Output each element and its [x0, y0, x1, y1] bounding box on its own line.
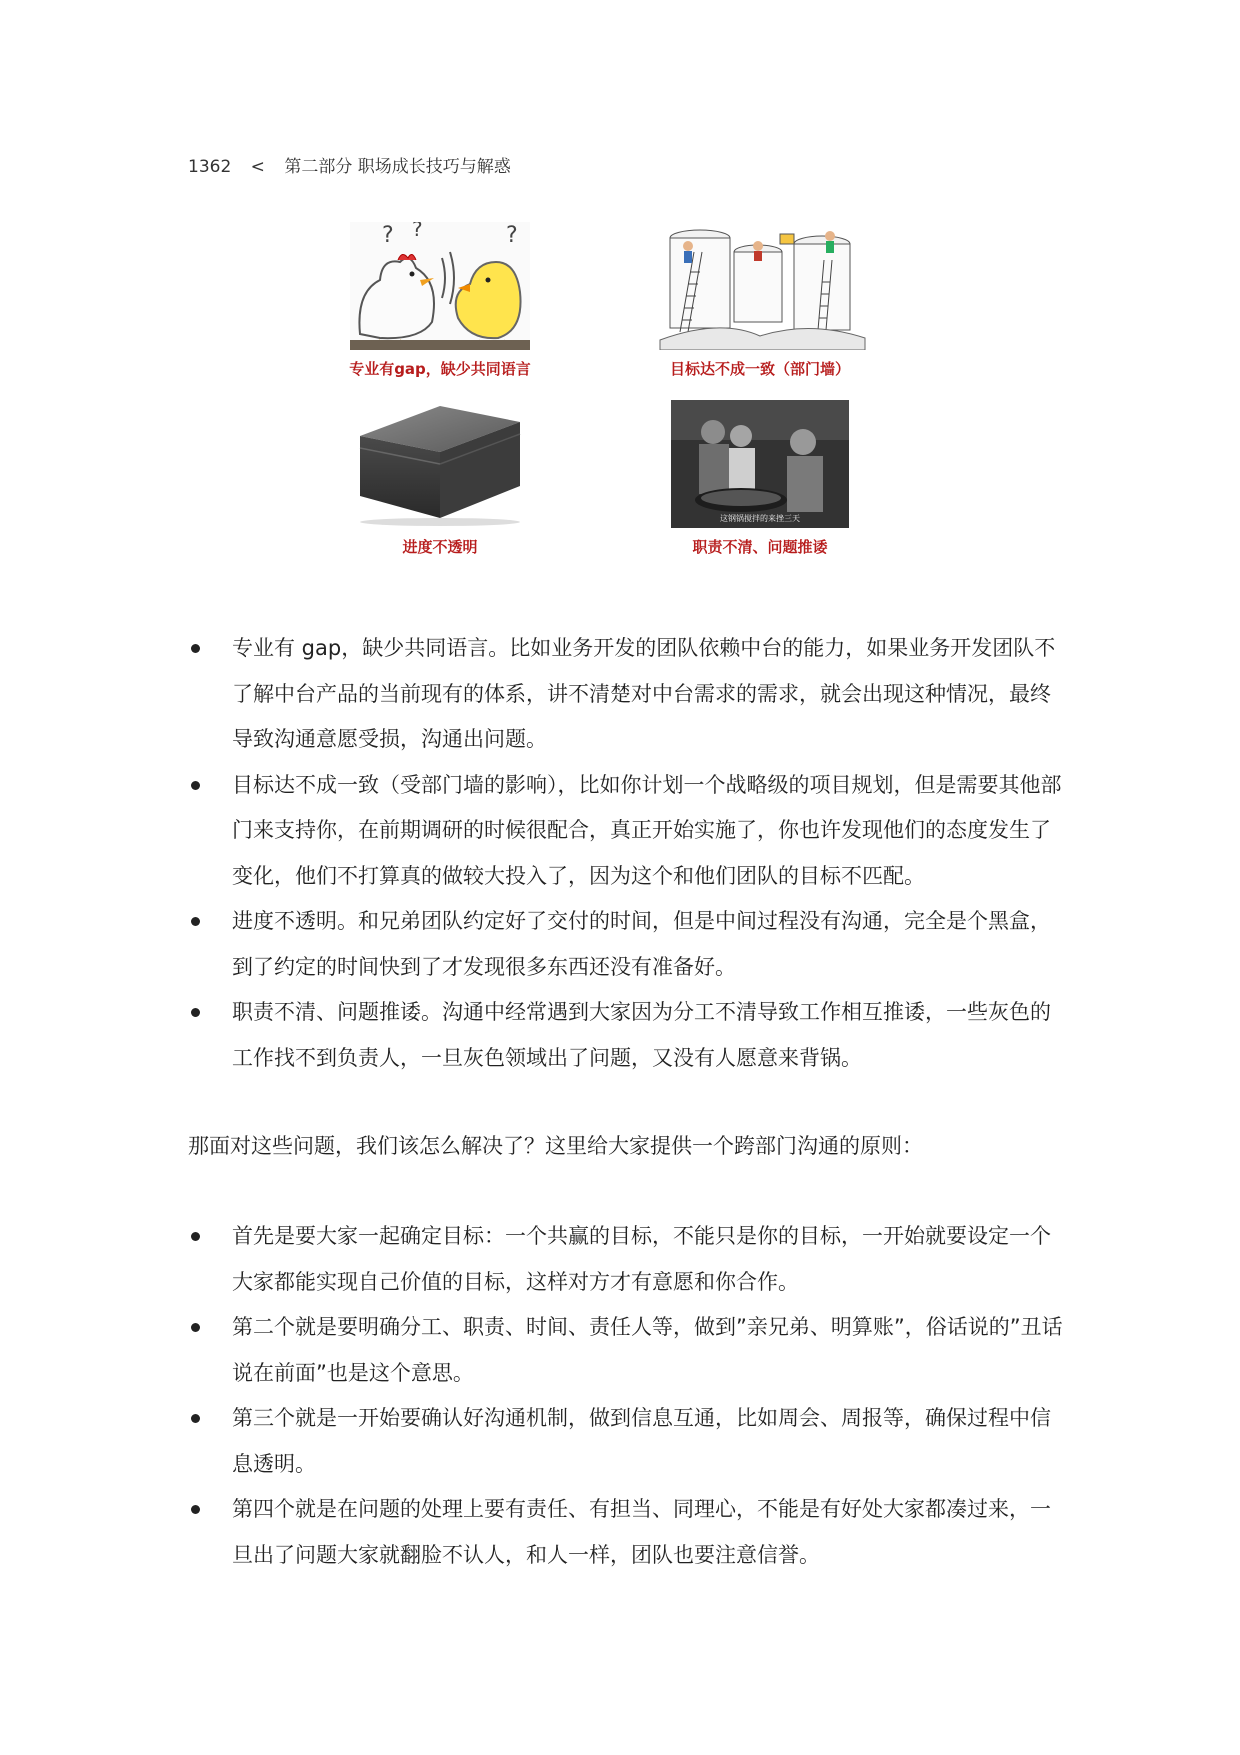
list-item: 目标达不成一致（受部门墙的影响），比如你计划一个战略级的项目规划，但是需要其他部门来支持你，在前期调研的时候很配合，真正开始实施了，你也许发现他们的态度发生了变化，他们不打算真的做较大投入了，因为这个和他们团队的目标不匹配。	[188, 763, 1068, 900]
page-number: 1362	[188, 157, 232, 177]
list-item: 第四个就是在问题的处理上要有责任、有担当、同理心，不能是有好处大家都凑过来，一旦出了问题大家就翻脸不认人，和人一样，团队也要注意信誉。	[188, 1487, 1068, 1578]
list-item: 第二个就是要明确分工、职责、时间、责任人等，做到”亲兄弟、明算账”，俗话说的”丑话说在前面”也是这个意思。	[188, 1305, 1068, 1396]
figure-caption: 专业有gap，缺少共同语言	[349, 360, 531, 378]
list-item: 专业有 gap，缺少共同语言。比如业务开发的团队依赖中台的能力，如果业务开发团队不了解中台产品的当前现有的体系，讲不清楚对中台需求的需求，就会出现这种情况，最终导致沟通意愿受损，沟通出问题。	[188, 626, 1068, 763]
principle-list	[188, 1214, 1068, 1578]
list-item: 第三个就是一开始要确认好沟通机制，做到信息互通，比如周会、周报等，确保过程中信息透明。	[188, 1396, 1068, 1487]
transition-paragraph: 那面对这些问题，我们该怎么解决了？这里给大家提供一个跨部门沟通的原则：	[188, 1134, 923, 1158]
svg-text:?: ?	[506, 223, 518, 248]
chicken-illustration	[320, 222, 560, 350]
header-separator: <	[250, 157, 265, 177]
figure-caption: 职责不清、问题推诿	[692, 538, 828, 556]
list-item: 职责不清、问题推诿。沟通中经常遇到大家因为分工不清导致工作相互推诿，一些灰色的工作找不到负责人，一旦灰色领域出了问题，又没有人愿意来背锅。	[188, 990, 1068, 1081]
problem-list	[188, 626, 1068, 1081]
figure-department-wall	[640, 222, 880, 379]
svg-text:?: ?	[412, 222, 423, 241]
movie-still-image	[640, 400, 880, 528]
figure-movie-still	[640, 400, 880, 557]
department-wall-illustration	[640, 222, 880, 350]
list-item: 进度不透明。和兄弟团队约定好了交付的时间，但是中间过程没有沟通，完全是个黑盒，到了约定的时间快到了才发现很多东西还没有准备好。	[188, 899, 1068, 990]
figure-chickens	[320, 222, 560, 379]
figure-caption: 目标达不成一致（部门墙）	[669, 360, 850, 378]
black-box-image	[320, 400, 560, 528]
list-item: 首先是要大家一起确定目标：一个共赢的目标，不能只是你的目标，一开始就要设定一个大家都能实现自己价值的目标，这样对方才有意愿和你合作。	[188, 1214, 1068, 1305]
figure-caption: 进度不透明	[402, 538, 478, 556]
movie-subtitle: 这钢锅搅拌的来挫三天	[720, 514, 800, 523]
running-header	[188, 152, 525, 177]
section-title: 第二部分 职场成长技巧与解惑	[284, 157, 511, 177]
figure-black-box	[320, 400, 560, 557]
svg-text:?: ?	[382, 223, 394, 248]
